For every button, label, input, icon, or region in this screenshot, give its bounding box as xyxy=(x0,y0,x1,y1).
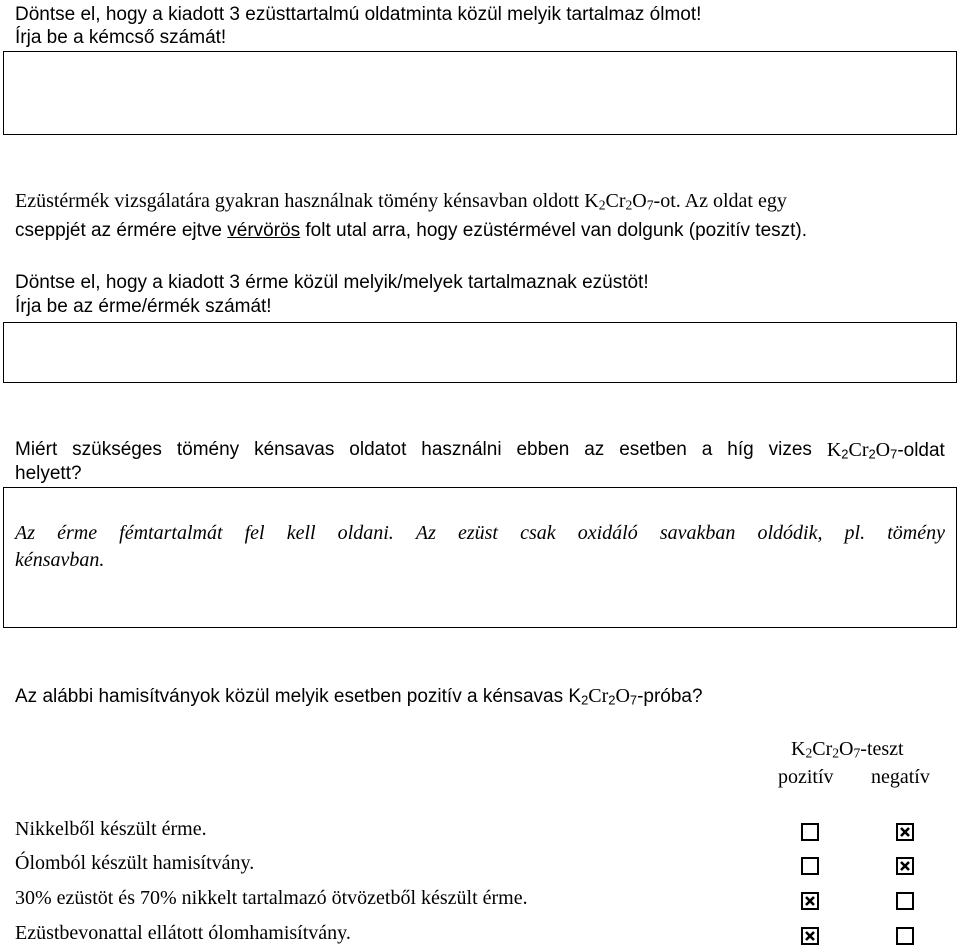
checkbox-negative-row-3[interactable] xyxy=(896,892,914,910)
q3-answer-box[interactable] xyxy=(3,487,957,628)
q1-instruction: Döntse el, hogy a kiadott 3 ezüsttartalmú oldatminta közül melyik tartalmaz ólmot! xyxy=(15,4,702,25)
q2-answer-box[interactable] xyxy=(3,322,957,383)
checkbox-negative-row-1[interactable] xyxy=(896,823,914,841)
q2-intro-line2: cseppjét az érmére ejtve vérvörös folt utal arra, hogy ezüstérmével van dolgunk (pozitív teszt). xyxy=(15,220,808,241)
q2-task: Döntse el, hogy a kiadott 3 érme közül melyik/melyek tartalmaznak ezüstöt! xyxy=(15,272,649,293)
q3-answer-line2: kénsavban. xyxy=(15,549,105,571)
q3-answer-line1: Az érme fémtartalmát fel kell oldani. Az ezüst csak oxidáló savakban oldódik, pl. tömény xyxy=(15,522,945,544)
checkbox-positive-row-1[interactable] xyxy=(801,823,819,841)
vervoros-underlined: vérvörös xyxy=(227,220,301,241)
checkbox-positive-row-2[interactable] xyxy=(801,857,819,875)
checkbox-positive-row-3[interactable] xyxy=(801,892,819,910)
col-positive-header: pozitív xyxy=(778,766,834,788)
checkbox-negative-row-4[interactable] xyxy=(896,927,914,945)
checkbox-positive-row-4[interactable] xyxy=(801,927,819,945)
checkmark-x-icon xyxy=(803,929,817,943)
row-label-4: Ezüstbevonattal ellátott ólomhamisítvány. xyxy=(15,922,351,944)
test-header: $K_2Cr_2O_7$-teszt xyxy=(791,738,904,761)
checkbox-negative-row-2[interactable] xyxy=(896,857,914,875)
q2-intro-line1: Ezüstérmék vizsgálatára gyakran használnak tömény kénsavban oldott $K_2Cr_2O_7-ot$. Az oldat egy xyxy=(15,190,787,213)
q1-answer-box[interactable] xyxy=(3,51,957,135)
row-label-3: 30% ezüstöt és 70% nikkelt tartalmazó ötvözetből készült érme. xyxy=(15,887,528,909)
q2-task-write: Írja be az érme/érmék számát! xyxy=(15,296,272,317)
q1-task: Írja be a kémcső számát! xyxy=(15,27,227,48)
q3-question-line1: Miért szükséges tömény kénsavas oldatot használni ebben az esetben a híg vizes $K_2Cr_2O_7$-oldat xyxy=(15,439,945,462)
checkmark-x-icon xyxy=(803,894,817,908)
checkmark-x-icon xyxy=(898,859,912,873)
checkmark-x-icon xyxy=(898,825,912,839)
row-label-2: Ólomból készült hamisítvány. xyxy=(15,852,255,874)
q4-question: Az alábbi hamisítványok közül melyik esetben pozitív a kénsavas $K_2Cr_2O_7$-próba? xyxy=(15,685,703,708)
row-label-1: Nikkelből készült érme. xyxy=(15,818,207,840)
q3-question-line2: helyett? xyxy=(15,463,82,484)
col-negative-header: negatív xyxy=(871,766,930,788)
